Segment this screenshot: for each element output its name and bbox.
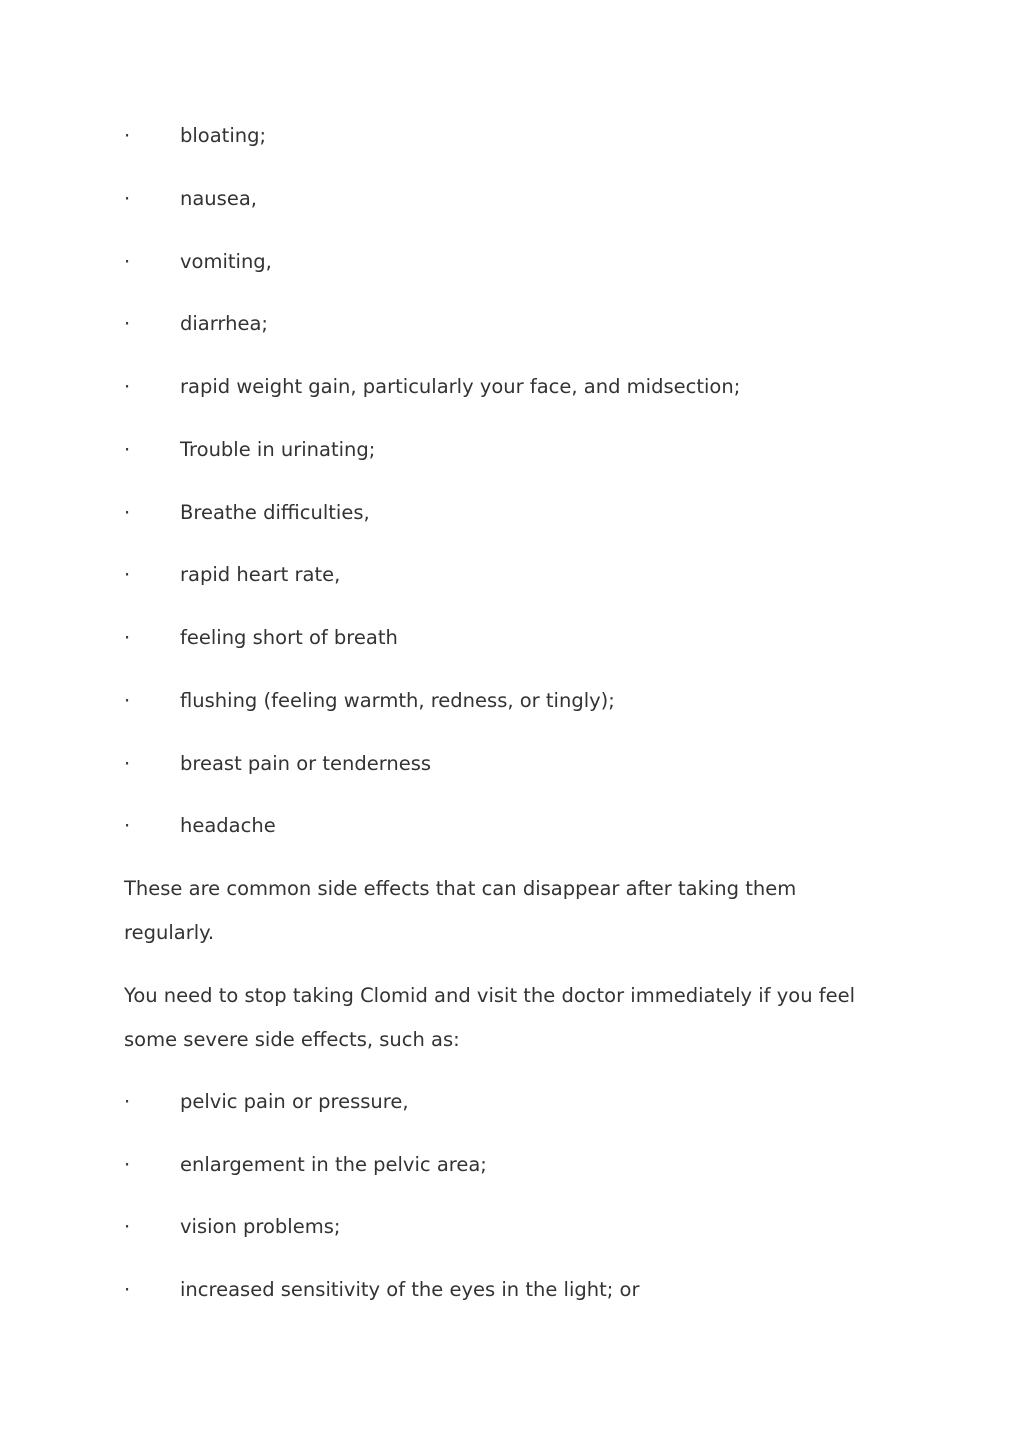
list-item-text: rapid weight gain, particularly your face, and midsection; [180,375,741,398]
list-item [124,124,884,148]
list-item [124,375,884,399]
list-item-text: Trouble in urinating; [180,438,376,461]
list-item-text: increased sensitivity of the eyes in the light; or [180,1278,640,1301]
list-item [124,563,884,587]
bullet-marker: · [124,1090,131,1113]
bullet-marker: · [124,1153,131,1176]
bullet-marker: · [124,689,131,712]
bullet-marker: · [124,501,131,524]
list-item-text: diarrhea; [180,312,268,335]
list-item [124,187,884,211]
paragraph-line: some severe side effects, such as: [124,1028,460,1051]
list-item-text: nausea, [180,187,257,210]
bullet-marker: · [124,814,131,837]
list-item [124,1153,884,1177]
list-item [124,501,884,525]
list-item-text: headache [180,814,276,837]
list-item-text: vision problems; [180,1215,341,1238]
list-item [124,814,884,838]
bullet-marker: · [124,1278,131,1301]
bullet-marker: · [124,375,131,398]
list-item [124,312,884,336]
paragraph-line: regularly. [124,921,215,944]
list-item-text: bloating; [180,124,267,147]
list-item-text: rapid heart rate, [180,563,341,586]
list-item [124,1090,884,1114]
bullet-marker: · [124,312,131,335]
bullet-marker: · [124,250,131,273]
bullet-marker: · [124,1215,131,1238]
bullet-marker: · [124,124,131,147]
list-item-text: pelvic pain or pressure, [180,1090,409,1113]
list-item [124,438,884,462]
list-item [124,689,884,713]
list-item [124,1278,884,1302]
paragraph-line: You need to stop taking Clomid and visit the doctor immediately if you feel [124,984,856,1007]
list-item [124,1215,884,1239]
list-item-text: breast pain or tenderness [180,752,432,775]
list-item-text: Breathe difficulties, [180,501,370,524]
paragraph-line: These are common side effects that can disappear after taking them [124,877,797,900]
list-item-text: feeling short of breath [180,626,398,649]
list-item [124,250,884,274]
bullet-marker: · [124,563,131,586]
bullet-marker: · [124,626,131,649]
list-item-text: flushing (feeling warmth, redness, or tingly); [180,689,615,712]
list-item-text: enlargement in the pelvic area; [180,1153,487,1176]
bullet-marker: · [124,187,131,210]
list-item [124,626,884,650]
bullet-marker: · [124,438,131,461]
list-item [124,752,884,776]
list-item-text: vomiting, [180,250,272,273]
bullet-marker: · [124,752,131,775]
